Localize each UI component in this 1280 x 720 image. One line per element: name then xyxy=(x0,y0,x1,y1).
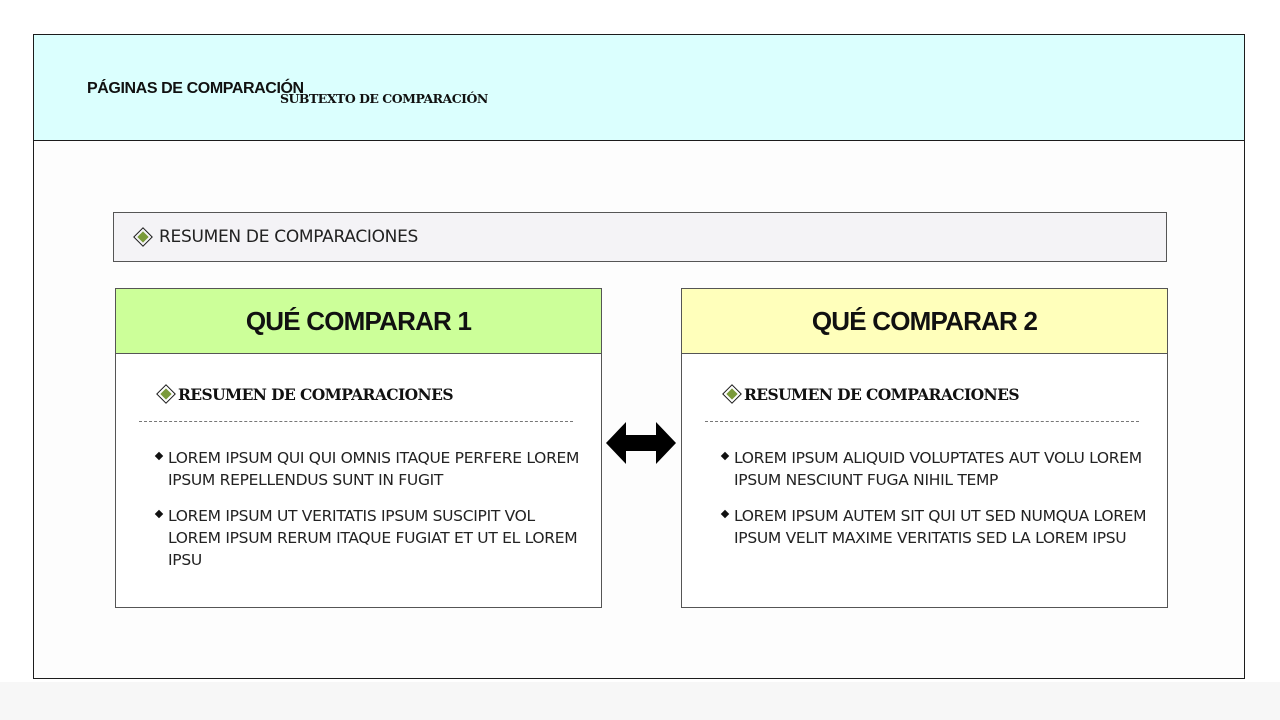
bullet-list xyxy=(154,447,584,585)
card-subtitle: RESUMEN DE COMPARACIONES xyxy=(744,385,1019,404)
card-divider xyxy=(139,421,573,422)
diamond-bullet-icon xyxy=(160,388,171,399)
bullet-diamond-icon xyxy=(721,452,729,460)
bullet-text: LOREM IPSUM AUTEM SIT QUI UT SED NUMQUA LOREM IPSUM VELIT MAXIME VERITATIS SED LA LOREM IPSU xyxy=(734,507,1147,547)
card-title: QUÉ COMPARAR 2 xyxy=(811,305,1038,336)
comparison-card-1 xyxy=(115,288,602,608)
card-title: QUÉ COMPARAR 1 xyxy=(245,305,472,336)
summary-bar xyxy=(113,212,1167,262)
bullet-item xyxy=(720,505,1150,549)
bullet-text: LOREM IPSUM ALIQUID VOLUPTATES AUT VOLU LOREM IPSUM NESCIUNT FUGA NIHIL TEMP xyxy=(734,449,1142,489)
bullet-item xyxy=(154,505,584,571)
comparison-card-2 xyxy=(681,288,1168,608)
bullet-text: LOREM IPSUM QUI QUI OMNIS ITAQUE PERFERE LOREM IPSUM REPELLENDUS SUNT IN FUGIT xyxy=(168,449,580,489)
bullet-list xyxy=(720,447,1150,563)
page-bottom-strip xyxy=(0,682,1280,720)
bullet-text: LOREM IPSUM UT VERITATIS IPSUM SUSCIPIT VOL LOREM IPSUM RERUM ITAQUE FUGIAT ET UT EL LOREM IPSU xyxy=(168,507,578,569)
page-title: PÁGINAS DE COMPARACIÓN xyxy=(87,80,304,97)
comparison-slide xyxy=(33,34,1245,679)
card-subtitle: RESUMEN DE COMPARACIONES xyxy=(178,385,453,404)
card-divider xyxy=(705,421,1139,422)
diamond-bullet-icon xyxy=(726,388,737,399)
bullet-diamond-icon xyxy=(155,510,163,518)
bullet-diamond-icon xyxy=(721,510,729,518)
card-header xyxy=(682,289,1167,354)
bullet-item xyxy=(720,447,1150,491)
summary-text: RESUMEN DE COMPARACIONES xyxy=(159,227,419,247)
double-arrow-icon xyxy=(606,420,676,466)
bullet-item xyxy=(154,447,584,491)
page-subtitle: SUBTEXTO DE COMPARACIÓN xyxy=(280,91,488,106)
card-header xyxy=(116,289,601,354)
diamond-bullet-icon xyxy=(137,231,148,242)
header-band xyxy=(34,35,1244,141)
bullet-diamond-icon xyxy=(155,452,163,460)
